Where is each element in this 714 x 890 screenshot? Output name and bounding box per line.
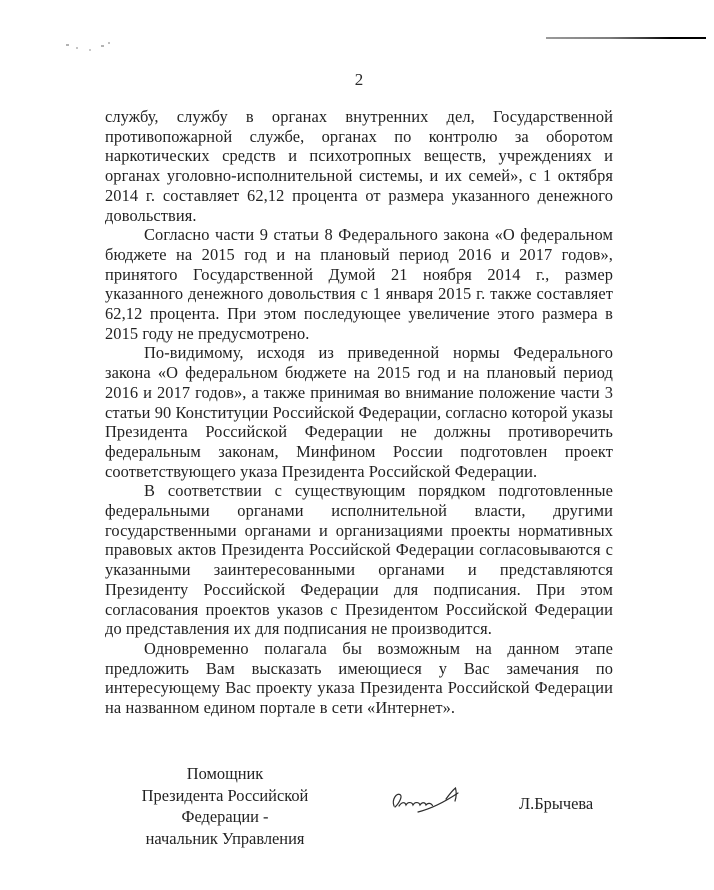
signature-title-line: Президента Российской Федерации - [141,785,309,826]
handwritten-signature [388,785,468,821]
signature-title [105,763,345,849]
separator-line [546,37,706,39]
scan-speck [66,44,69,46]
body-paragraph: По-видимому, исходя из приведенной нормы Федерального закона «О федеральном бюджете на 2015 год и на плановый период 2016 и 2017 годов», а также принимая во внимание положение части 3 статьи 90 Конституции Российской Федерации, согласно которой указы Президента Российской Федерации не должны противоречить федеральным законам, Минфином России подготовлен проект соответствующего указа Президента Российской Федерации. [105,343,613,481]
body-paragraph: Одновременно полагала бы возможным на данном этапе предложить Вам высказать имеющиеся у Вас замечания по интересующему Вас проекту указа Президента Российской Федерации на названном едином портале в сети «Интернет». [105,638,613,718]
body-paragraph: Согласно части 9 статьи 8 Федерального закона «О федеральном бюджете на 2015 год и на плановый период 2016 и 2017 годов», принятого Государственной Думой 21 ноября 2014 г., размер указанного денежного довольствия с 1 января 2015 г. также составляет 62,12 процента. При этом последующее увеличение этого размера в 2015 году не предусмотрено. [105,225,613,343]
signature-title-line: Помощник [186,764,264,783]
letter-body [105,107,613,718]
scan-speck [101,45,104,47]
signature-title-line: начальник Управления [145,828,305,848]
scan-speck [108,42,110,44]
signature-name: Л.Брычева [519,794,594,813]
scan-speck [89,49,91,51]
page-number: 2 [354,70,364,89]
signature-block [105,763,613,853]
body-paragraph: службу, службу в органах внутренних дел, Государственной противопожарной службе, органах по контролю за оборотом наркотических средств и психотропных веществ, учреждениях и органах уголовно-исполнительной системы, и их семей», с 1 октября 2014 г. составляет 62,12 процента от размера указанного денежного довольствия. [105,107,613,225]
scan-speck [76,47,78,49]
body-paragraph: В соответствии с существующим порядком подготовленные федеральными органами исполнительной власти, другими государственными органами и организациями проекты нормативных правовых актов Президента Российской Федерации согласовываются с указанными заинтересованными органами и представляются Президенту Российской Федерации для подписания. При этом согласования проектов указов с Президентом Российской Федерации до представления их для подписания не производится. [105,481,613,639]
